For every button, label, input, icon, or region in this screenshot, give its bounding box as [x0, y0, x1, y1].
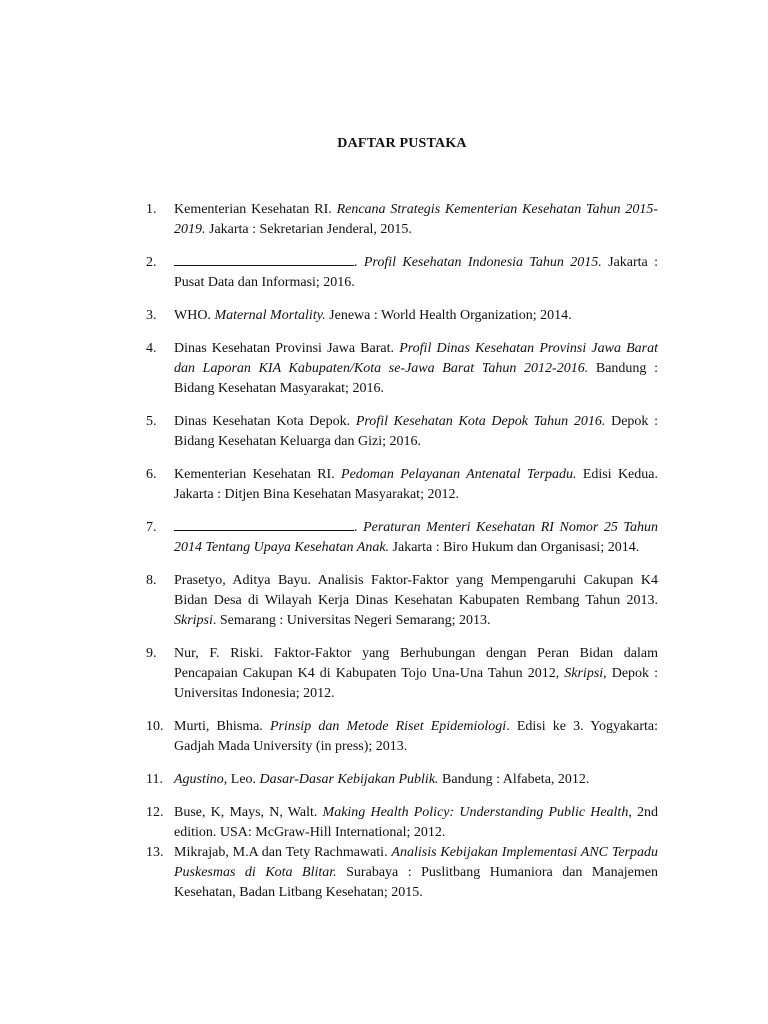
page-title: DAFTAR PUSTAKA — [337, 136, 467, 151]
author-repeat-line — [174, 253, 354, 266]
reference-number: 5. — [146, 414, 157, 429]
reference-number: 11. — [146, 772, 163, 787]
reference-list — [146, 200, 658, 916]
reference-item-2: 2. . Profil Kesehatan Indonesia Tahun 2015. Jakarta : Pusat Data dan Informasi; 2016. — [146, 255, 659, 290]
reference-number: 2. — [146, 255, 157, 270]
reference-number: 9. — [146, 646, 157, 661]
reference-item-10: 10. Murti, Bhisma. Prinsip dan Metode Riset Epidemiologi. Edisi ke 3. Yogyakarta: Gadjah Mada University (in press); 2013. — [146, 719, 659, 754]
reference-number: 1. — [146, 202, 157, 217]
reference-number: 3. — [146, 308, 157, 323]
author-repeat-line — [174, 518, 354, 531]
reference-number: 6. — [146, 467, 157, 482]
reference-item-4: 4. Dinas Kesehatan Provinsi Jawa Barat. Profil Dinas Kesehatan Provinsi Jawa Barat dan Laporan KIA Kabupaten/Kota se-Jawa Barat Tahun 2012-2016. Bandung : Bidang Kesehatan Masyarakat; 2016. — [146, 341, 658, 396]
reference-number: 13. — [146, 845, 164, 860]
reference-item-8: 8. Prasetyo, Aditya Bayu. Analisis Faktor-Faktor yang Mempengaruhi Cakupan K4 Bidan Desa di Wilayah Kerja Dinas Kesehatan Kabupaten Rembang Tahun 2013. Skripsi. Semarang : Universitas Negeri Semarang; 2013. — [146, 573, 658, 628]
reference-item-6: 6. Kementerian Kesehatan RI. Pedoman Pelayanan Antenatal Terpadu. Edisi Kedua. Jakarta : Ditjen Bina Kesehatan Masyarakat; 2012. — [146, 467, 658, 502]
reference-item-7: 7. . Peraturan Menteri Kesehatan RI Nomor 25 Tahun 2014 Tentang Upaya Kesehatan Anak. Jakarta : Biro Hukum dan Organisasi; 2014. — [146, 520, 658, 555]
reference-item-3: 3. WHO. Maternal Mortality. Jenewa : World Health Organization; 2014. — [146, 306, 658, 326]
reference-item-11: 11. Agustino, Leo. Dasar-Dasar Kebijakan Publik. Bandung : Alfabeta, 2012. — [146, 770, 658, 790]
reference-item-1: 1. Kementerian Kesehatan RI. Rencana Strategis Kementerian Kesehatan Tahun 2015-2019. Jakarta : Sekretarian Jenderal, 2015. — [146, 202, 658, 237]
reference-number: 10. — [146, 719, 164, 734]
reference-number: 4. — [146, 341, 157, 356]
reference-item-5: 5. Dinas Kesehatan Kota Depok. Profil Kesehatan Kota Depok Tahun 2016. Depok : Bidang Kesehatan Keluarga dan Gizi; 2016. — [146, 414, 658, 449]
reference-number: 12. — [146, 805, 164, 820]
reference-number: 7. — [146, 520, 157, 535]
reference-number: 8. — [146, 573, 157, 588]
reference-item-9: 9. Nur, F. Riski. Faktor-Faktor yang Berhubungan dengan Peran Bidan dalam Pencapaian Cakupan K4 di Kabupaten Tojo Una-Una Tahun 2012, Skripsi, Depok : Universitas Indonesia; 2012. — [146, 646, 658, 701]
reference-item-12: 12. Buse, K, Mays, N, Walt. Making Health Policy: Understanding Public Health, 2nd edition. USA: McGraw-Hill International; 2012. — [146, 805, 658, 840]
reference-item-13: 13. Mikrajab, M.A dan Tety Rachmawati. Analisis Kebijakan Implementasi ANC Terpadu Puskesmas di Kota Blitar. Surabaya : Puslitbang Humaniora dan Manajemen Kesehatan, Badan Litbang Kesehatan; 2015. — [146, 845, 659, 900]
